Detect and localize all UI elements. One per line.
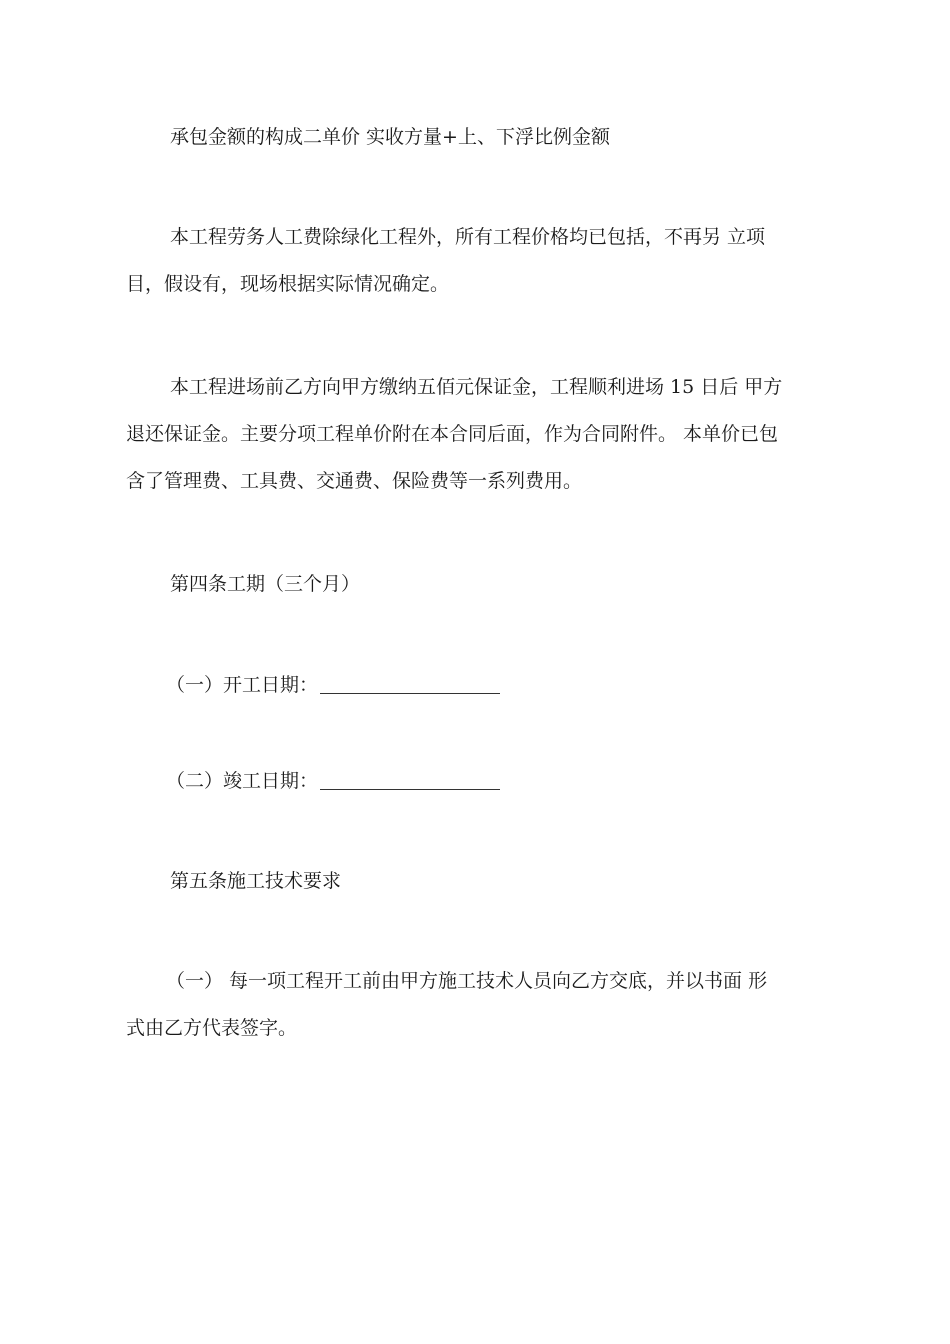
end-date-blank[interactable] [320,770,500,790]
text-line: 承包金额的构成二单价 实收方量+上、下浮比例金额 [170,126,610,148]
text-line: 本工程劳务人工费除绿化工程外，所有工程价格均已包括，不再另 立项 [170,226,766,248]
end-date-line [126,758,838,805]
start-date-label: （一）开工日期： [166,674,319,696]
text-line: 退还保证金。主要分项工程单价附在本合同后面，作为合同附件。 本单价已包 [126,423,779,445]
end-date-label: （二）竣工日期： [166,770,319,792]
start-date-blank[interactable] [320,674,500,694]
text-line: （一） 每一项工程开工前由甲方施工技术人员向乙方交底，并以书面 形 [166,970,768,992]
text-line: 含了管理费、工具费、交通费、保险费等一系列费用。 [126,470,583,492]
text-line: 第四条工期（三个月） [170,573,361,595]
text-line: 第五条施工技术要求 [170,870,342,892]
text-line: 目，假设有，现场根据实际情况确定。 [126,273,450,295]
deposit-paragraph [126,364,838,505]
start-date-line [126,662,838,709]
text-line: 本工程进场前乙方向甲方缴纳五佰元保证金，工程顺利进场 15 日后 甲方 [170,376,783,398]
article-5-heading [126,858,838,905]
contract-amount-paragraph [126,114,838,161]
technical-briefing-paragraph [126,958,838,1052]
labor-cost-paragraph [126,214,838,308]
text-line: 式由乙方代表签字。 [126,1017,298,1039]
article-4-heading [126,561,838,608]
